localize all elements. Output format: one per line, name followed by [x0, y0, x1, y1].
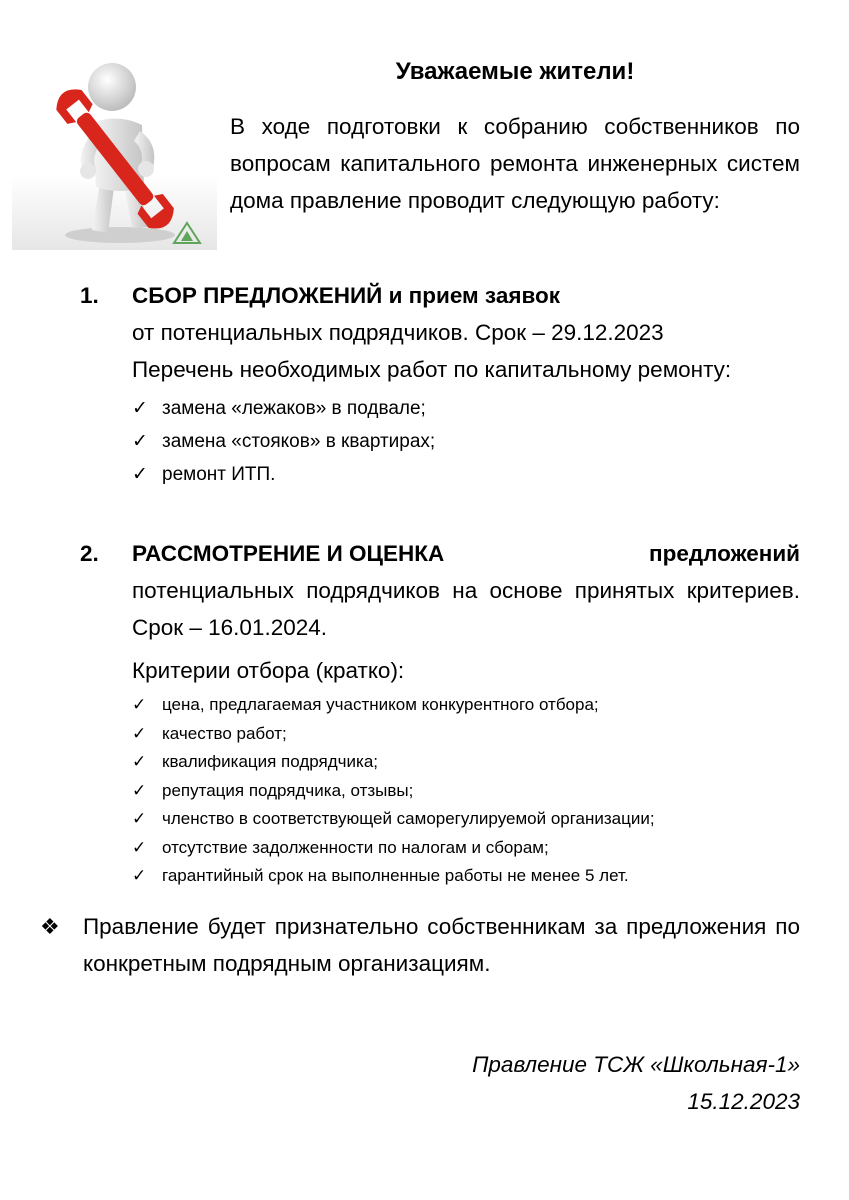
intro-paragraph: В ходе подготовки к собранию собственников по вопросам капитального ремонта инженерных систем дома правление проводит следующую работу:	[230, 114, 800, 213]
check-icon: ✓	[132, 780, 147, 800]
check-icon: ✓	[132, 752, 147, 771]
check-icon: ✓	[132, 866, 147, 885]
list-item	[132, 720, 800, 749]
list-item-text: квалификация подрядчика;	[162, 752, 378, 771]
check-icon: ✓	[132, 809, 147, 828]
section-2-number: 2.	[80, 541, 99, 566]
list-item-text: членство в соответствующей саморегулируемой организации;	[162, 809, 655, 828]
list-item	[132, 425, 800, 458]
list-item-text: цена, предлагаемая участником конкурентного отбора;	[162, 695, 599, 714]
check-icon: ✓	[132, 431, 148, 452]
check-icon: ✓	[132, 695, 147, 714]
section-1-works-intro: Перечень необходимых работ по капитальному ремонту:	[132, 357, 732, 382]
section-1-number: 1.	[80, 283, 99, 308]
closing-note	[40, 908, 800, 982]
list-item-text: гарантийный срок на выполненные работы не менее 5 лет.	[162, 866, 629, 885]
list-item	[132, 834, 800, 863]
list-item-text: замена «лежаков» в подвале;	[162, 398, 426, 419]
closing-note-text: Правление будет признательно собственникам за предложения по конкретным подрядным организациям.	[83, 914, 800, 976]
section-2-title-row	[132, 535, 800, 572]
repairman-with-wrench-icon	[12, 45, 217, 250]
check-icon: ✓	[132, 837, 147, 857]
list-item-text: ремонт ИТП.	[162, 464, 276, 485]
signature-org: Правление ТСЖ «Школьная-1»	[472, 1052, 800, 1077]
list-item-text: качество работ;	[162, 723, 287, 743]
page-title: Уважаемые жители!	[395, 58, 635, 85]
signature-date: 15.12.2023	[687, 1089, 800, 1114]
diamond-bullet-icon: ❖	[40, 914, 60, 939]
works-list	[132, 392, 800, 491]
section-1-title: СБОР ПРЕДЛОЖЕНИЙ и прием заявок	[132, 283, 561, 308]
criteria-list	[132, 691, 800, 891]
list-item-text: отсутствие задолженности по налогам и сборам;	[162, 837, 549, 857]
check-icon: ✓	[132, 723, 147, 743]
check-icon: ✓	[132, 464, 148, 485]
list-item	[132, 691, 800, 720]
section-2-title-rest: предложений	[649, 541, 800, 566]
list-item	[132, 862, 800, 891]
list-item-text: замена «стояков» в квартирах;	[162, 431, 436, 452]
list-item	[132, 458, 800, 491]
section-2-title: РАССМОТРЕНИЕ И ОЦЕНКА	[132, 541, 445, 566]
section-2	[80, 535, 800, 891]
section-1-deadline: от потенциальных подрядчиков. Срок – 29.12.2023	[132, 320, 664, 345]
signature	[472, 1046, 800, 1120]
list-item-text: репутация подрядчика, отзывы;	[162, 780, 414, 800]
list-item	[132, 392, 800, 425]
section-1	[80, 277, 800, 491]
criteria-title: Критерии отбора (кратко):	[132, 658, 405, 683]
list-item	[132, 748, 800, 777]
list-item	[132, 777, 800, 806]
list-item	[132, 805, 800, 834]
check-icon: ✓	[132, 398, 148, 419]
section-2-description: потенциальных подрядчиков на основе принятых критериев. Срок – 16.01.2024.	[132, 578, 800, 640]
